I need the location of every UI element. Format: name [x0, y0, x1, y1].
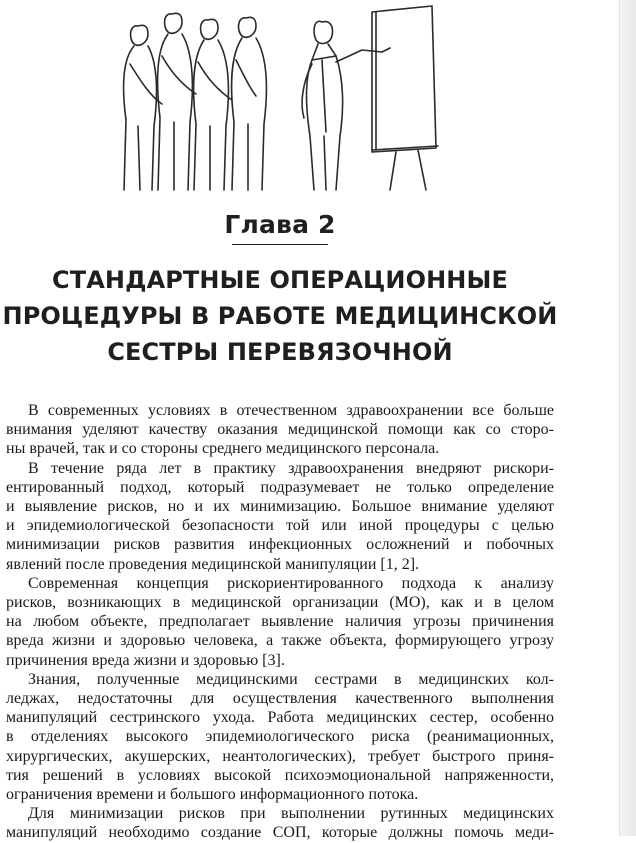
page-edge: [619, 0, 636, 836]
text-line: ограничения времени и большого информационного потока.: [6, 786, 419, 804]
text-line: минимизации рисков развития инфекционных осложнений и побочных: [6, 536, 554, 554]
presentation-illustration: [100, 0, 440, 192]
presenter-figure: [302, 21, 390, 190]
text-line: внимания уделяют качеству оказания медицинской помощи как со сторо-: [6, 421, 554, 439]
text-line: Современная концепция рискориентированного подхода к анализу: [28, 574, 554, 592]
body-text: [6, 401, 554, 843]
chapter-underline: [232, 244, 328, 245]
text-line: ентированный подход, который подразумевает не только определение: [6, 478, 554, 496]
text-line: в отделениях высокого эпидемиологического риска (реанимационных,: [6, 728, 554, 746]
text-line: рисков, возникающих в медицинской организации (МО), как и в целом: [6, 594, 554, 612]
text-line: и выявление рисков, но и их минимизацию. Большое внимание уделяют: [6, 498, 554, 516]
text-line: вреда жизни и здоровью человека, а также объекта, формирующего угрозу: [6, 632, 554, 650]
text-line: хирургических, акушерских, неантологических), требует быстрого приня-: [6, 747, 554, 765]
audience-figure-2: [158, 13, 196, 190]
flipchart-drawing: [372, 6, 438, 190]
text-line: манипуляций сестринского ухода. Работа медицинских сестер, особенно: [6, 709, 554, 727]
paragraph: [6, 401, 554, 459]
paragraph: [6, 459, 554, 574]
audience-figure-3: [194, 19, 232, 190]
paragraph: [6, 804, 554, 842]
text-line: В течение ряда лет в практику здравоохранения внедряют рискори-: [28, 459, 554, 477]
text-line: на любом объекте, предполагает выявление наличия угрозы причинения: [6, 613, 554, 631]
text-line: В современных условиях в отечественном здравоохранении все больше: [28, 402, 554, 419]
chapter-label: Глава 2: [224, 210, 336, 239]
text-line: Для минимизации рисков при выполнении рутинных медицинских: [28, 805, 554, 823]
text-line: явлений после проведения медицинской манипуляции [1, 2].: [6, 555, 420, 573]
text-line: и эпидемиологической безопасности той или иной процедуры с целью: [6, 517, 554, 535]
text-line: причинения вреда жизни и здоровью [3].: [6, 651, 285, 669]
text-line: леджах, недостаточны для осуществления качественного выполнения: [6, 690, 554, 708]
text-line: Знания, полученные медицинскими сестрами в медицинских кол-: [28, 670, 554, 688]
paragraph: [6, 670, 554, 804]
audience-figure-1: [124, 25, 162, 190]
paragraph: [6, 574, 554, 670]
text-line: тия решений в условиях высокой психоэмоциональной напряженности,: [6, 766, 554, 784]
text-line: манипуляций необходимо создание СОП, которые должны помочь меди-: [6, 824, 554, 842]
text-line: ны врачей, так и со стороны среднего медицинского персонала.: [6, 440, 440, 458]
chapter-title: [0, 262, 560, 370]
chapter-title-line: ПРОЦЕДУРЫ В РАБОТЕ МЕДИЦИНСКОЙ: [2, 302, 558, 330]
audience-figure-4: [232, 17, 267, 190]
chapter-title-line: СЕСТРЫ ПЕРЕВЯЗОЧНОЙ: [107, 338, 453, 366]
chapter-title-line: СТАНДАРТНЫЕ ОПЕРАЦИОННЫЕ: [52, 266, 508, 294]
